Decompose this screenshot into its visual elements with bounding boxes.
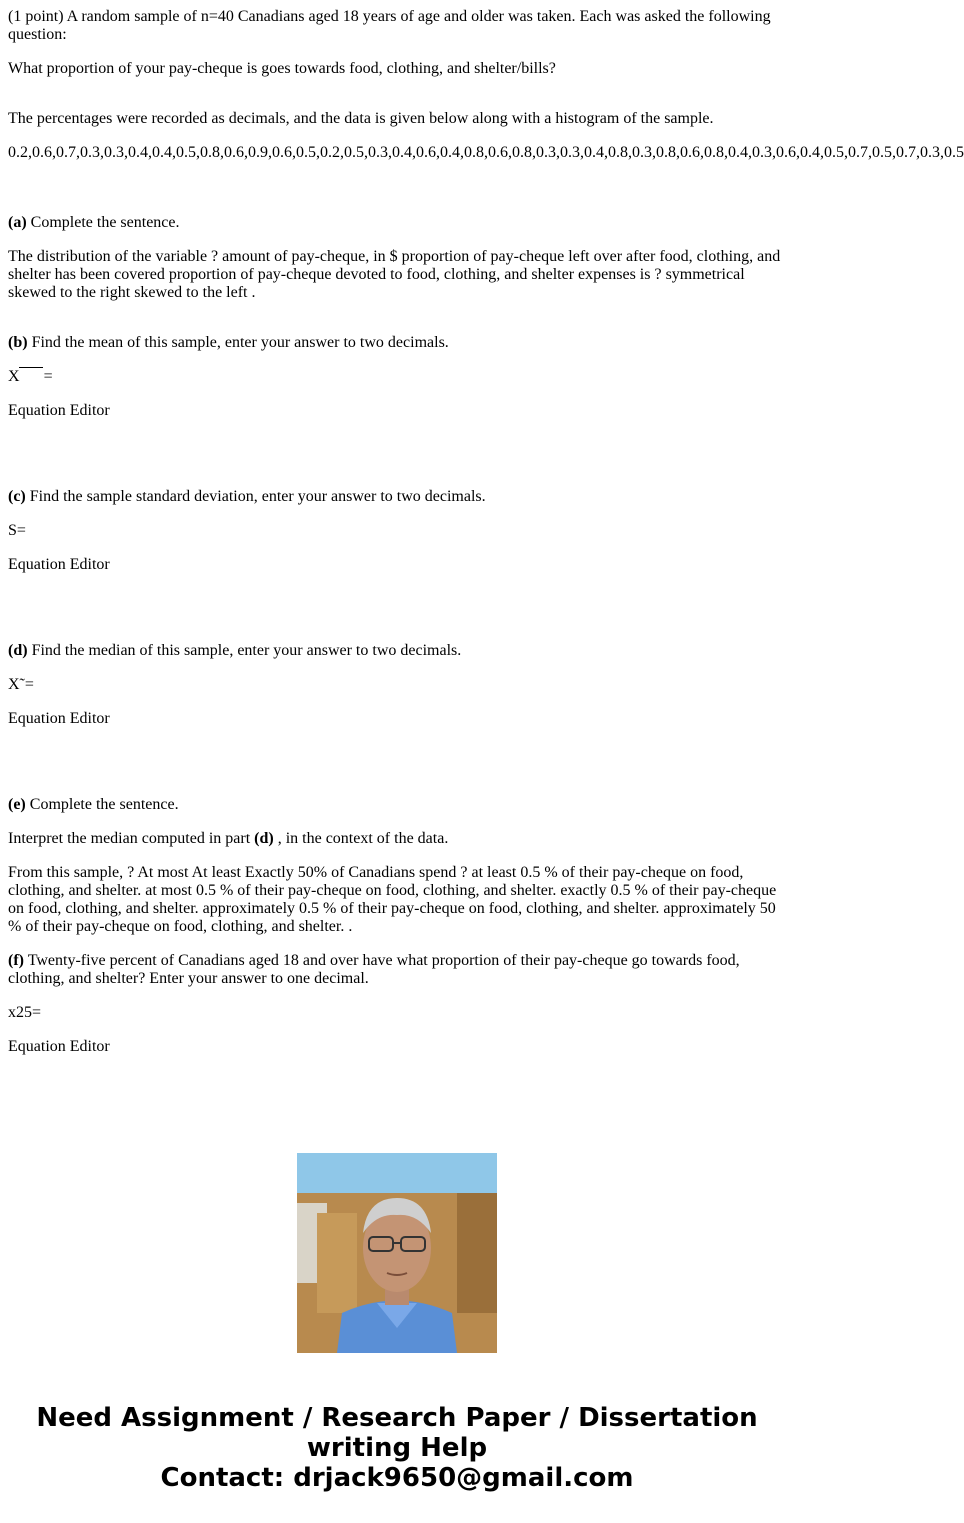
- mean-answer-line[interactable]: X =: [8, 368, 53, 385]
- part-c-heading: [8, 488, 788, 506]
- part-d-heading: [8, 642, 788, 660]
- part-a-heading: [8, 214, 788, 232]
- x-bar-symbol: X: [8, 368, 20, 386]
- tutor-photo: [297, 1153, 497, 1353]
- part-f-prompt: Twenty-five percent of Canadians aged 18 and over have what proportion of their pay-cheque go towards food, clothing, and shelter? Enter your answer to one decimal.: [8, 952, 740, 987]
- part-d-prompt: Find the median of this sample, enter your answer to two decimals.: [27, 642, 462, 659]
- part-e-prompt: Complete the sentence.: [25, 796, 179, 813]
- part-e-interpret: Interpret the median computed in part (d) , in the context of the data.: [8, 830, 449, 847]
- std-dev-answer-line[interactable]: S=: [8, 522, 26, 539]
- part-c-label: (c): [8, 488, 26, 505]
- part-f-heading: [8, 952, 788, 988]
- survey-question: What proportion of your pay-cheque is goes towards food, clothing, and shelter/bills?: [8, 60, 556, 77]
- part-e-label: (e): [8, 796, 26, 813]
- percentile-equation-editor-link[interactable]: Equation Editor: [8, 1038, 110, 1055]
- part-a-prompt: Complete the sentence.: [26, 214, 180, 231]
- part-a-sentence[interactable]: The distribution of the variable ? amount of pay-cheque, in $ proportion of pay-cheque left over after food, clothing, and shelter has been covered proportion of pay-cheque devoted to food, clothing, and shelter expenses is ? symmetrical skewed to the right skewed to the left .: [8, 248, 781, 301]
- tutor-portrait-image: [297, 1153, 497, 1353]
- part-e-heading: [8, 796, 788, 814]
- part-c-prompt: Find the sample standard deviation, enter your answer to two decimals.: [25, 488, 486, 505]
- problem-content: [8, 8, 964, 1072]
- part-b-prompt: Find the mean of this sample, enter your answer to two decimals.: [27, 334, 449, 351]
- promo-footer: [0, 1403, 794, 1493]
- part-d-label: (d): [8, 642, 28, 659]
- part-b-label: (b): [8, 334, 28, 351]
- mean-equation-editor-link[interactable]: Equation Editor: [8, 402, 110, 419]
- promo-contact[interactable]: Contact: drjack9650@gmail.com: [160, 1463, 634, 1493]
- intro-text: (1 point) A random sample of n=40 Canadians aged 18 years of age and older was taken. Each was asked the following question:: [8, 8, 771, 43]
- percentile-answer-line[interactable]: x25=: [8, 1004, 42, 1021]
- promo-line-2: writing Help: [306, 1433, 488, 1463]
- median-equation-editor-link[interactable]: Equation Editor: [8, 710, 110, 727]
- median-answer-line[interactable]: X˜=: [8, 676, 34, 693]
- part-e-sentence[interactable]: From this sample, ? At most At least Exactly 50% of Canadians spend ? at least 0.5 % of their pay-cheque on food, clothing, and shelter. at most 0.5 % of their pay-cheque on food, clothing, and shelter. exactly 0.5 % of their pay-cheque on food, clothing, and shelter. approximately 0.5 % of their pay-cheque on food, clothing, and shelter. approximately 50 % of their pay-cheque on food, clothing, and shelter. .: [8, 864, 777, 935]
- data-intro: The percentages were recorded as decimals, and the data is given below along with a histogram of the sample.: [8, 110, 714, 127]
- std-dev-equation-editor-link[interactable]: Equation Editor: [8, 556, 110, 573]
- data-values: 0.2,0.6,0.7,0.3,0.3,0.4,0.4,0.5,0.8,0.6,0.9,0.6,0.5,0.2,0.5,0.3,0.4,0.6,0.4,0.8,0.6,0.8,0.3,0.3,0.4,0.8,0.3,0.8,0.6,0.8,0.4,0.3,0.6,0.4,0.5,0.7,0.5,0.7,0.3,0.5: [8, 144, 964, 161]
- part-f-label: (f): [8, 952, 24, 969]
- part-b-heading: [8, 334, 788, 352]
- part-a-label: (a): [8, 214, 27, 231]
- promo-line-1: Need Assignment / Research Paper / Dissertation: [36, 1403, 758, 1433]
